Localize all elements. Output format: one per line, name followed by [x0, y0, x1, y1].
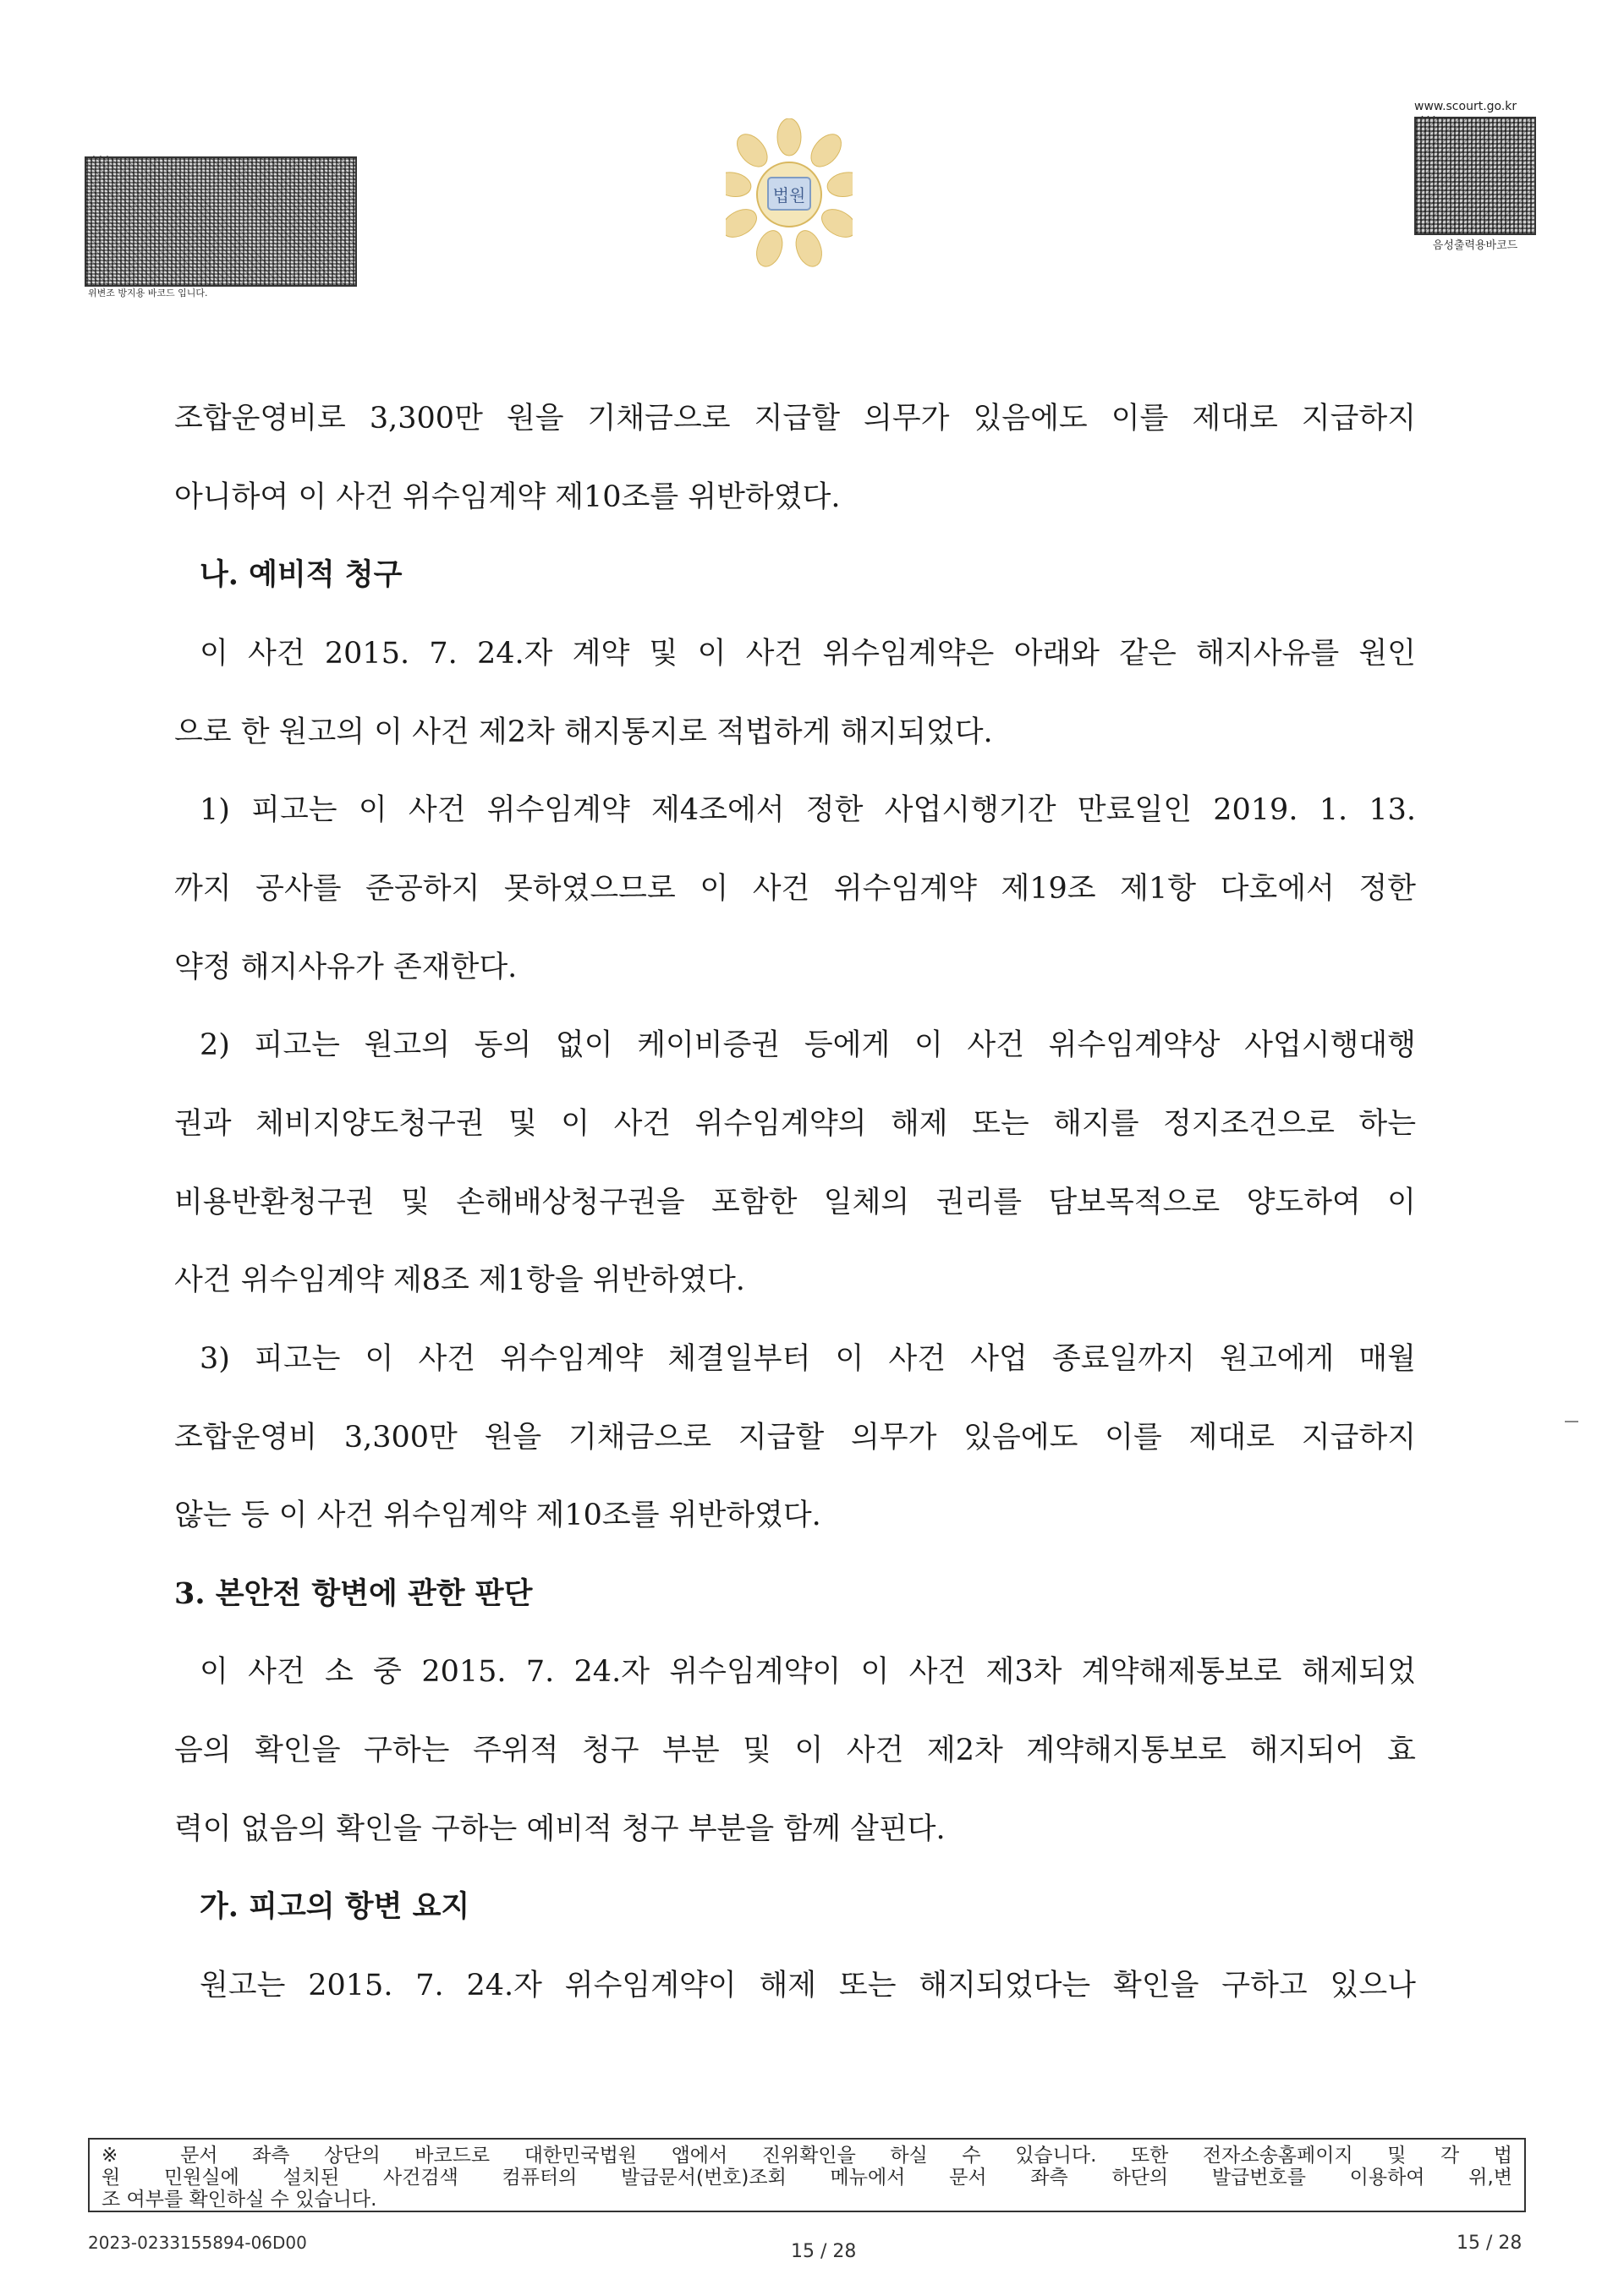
section-heading: 나. 예비적 청구 — [200, 557, 403, 592]
text-line: 사건 위수임계약 제8조 제1항을 위반하였다. — [174, 1263, 745, 1297]
section-heading: 3. 본안전 항변에 관한 판단 — [174, 1576, 533, 1611]
text-line: 2) 피고는 원고의 동의 없이 케이비증권 등에게 이 사건 위수임계약상 사업시행대행 — [200, 1028, 1416, 1062]
text-line: 이 사건 2015. 7. 24.자 계약 및 이 사건 위수임계약은 아래와 같은 해지사유를 원인 — [200, 637, 1416, 671]
text-line: 1) 피고는 이 사건 위수임계약 제4조에서 정한 사업시행기간 만료일인 2019. 1. 13. — [200, 793, 1416, 827]
page-number-center: 15 / 28 — [791, 2241, 857, 2262]
issue-number: 2023-0233155894-06D00 — [88, 2233, 307, 2253]
text-line: 음의 확인을 구하는 주위적 청구 부분 및 이 사건 제2차 계약해지통보로 해지되어 효 — [174, 1734, 1416, 1767]
margin-mark — [1565, 1421, 1578, 1422]
notice-line: ※ 문서 좌측 상단의 바코드로 대한민국법원 앱에서 진위확인을 하실 수 있습니다. 또한 전자소송홈페이지 및 각 법 — [102, 2145, 1512, 2167]
text-line: 아니하여 이 사건 위수임계약 제10조를 위반하였다. — [174, 480, 841, 514]
page-number-right: 15 / 28 — [1457, 2233, 1522, 2254]
notice-line: 원 민원실에 설치된 사건검색 컴퓨터의 발급문서(번호)조회 메뉴에서 문서 좌측 하단의 발급번호를 이용하여 위,변 — [102, 2167, 1512, 2189]
barcode-caption: 위변조 방지용 바코드 입니다. — [88, 288, 208, 299]
text-line: 비용반환청구권 및 손해배상청구권을 포함한 일체의 권리를 담보목적으로 양도하여 이 — [174, 1186, 1416, 1219]
text-line: 않는 등 이 사건 위수임계약 제10조를 위반하였다. — [174, 1499, 821, 1532]
text-line: 조합운영비로 3,300만 원을 기채금으로 지급할 의무가 있음에도 이를 제대로 지급하지 — [174, 402, 1416, 436]
logo-text: 법원 — [772, 185, 806, 205]
site-url: www.scourt.go.kr — [1414, 100, 1517, 113]
text-line: 원고는 2015. 7. 24.자 위수임계약이 해제 또는 해지되었다는 확인을 구하고 있으나 — [200, 1969, 1416, 2003]
text-line: 약정 해지사유가 존재한다. — [174, 951, 518, 984]
section-heading: 가. 피고의 항변 요지 — [200, 1889, 470, 1924]
text-line: 조합운영비 3,300만 원을 기채금으로 지급할 의무가 있음에도 이를 제대로 지급하지 — [174, 1421, 1417, 1455]
text-line: 까지 공사를 준공하지 못하였으므로 이 사건 위수임계약 제19조 제1항 다호에서 정한 — [174, 872, 1416, 906]
text-line: 권과 체비지양도청구권 및 이 사건 위수임계약의 해제 또는 해지를 정지조건으로 하는 — [174, 1107, 1416, 1141]
text-line: 으로 한 원고의 이 사건 제2차 해지통지로 적법하게 해지되었다. — [174, 715, 993, 749]
qr-caption: 음성출력용바코드 — [1432, 239, 1518, 252]
text-line: 이 사건 소 중 2015. 7. 24.자 위수임계약이 이 사건 제3차 계약해제통보로 해제되었 — [200, 1655, 1416, 1689]
verification-notice — [88, 2138, 1526, 2212]
anti-forgery-barcode — [85, 156, 357, 287]
court-emblem-logo — [726, 118, 853, 271]
text-line: 3) 피고는 이 사건 위수임계약 체결일부터 이 사건 사업 종료일까지 원고에게 매월 — [200, 1342, 1416, 1376]
audio-output-barcode — [1414, 117, 1536, 235]
notice-line: 조 여부를 확인하실 수 있습니다. — [102, 2189, 377, 2211]
text-line: 력이 없음의 확인을 구하는 예비적 청구 부분을 함께 살핀다. — [174, 1812, 946, 1846]
